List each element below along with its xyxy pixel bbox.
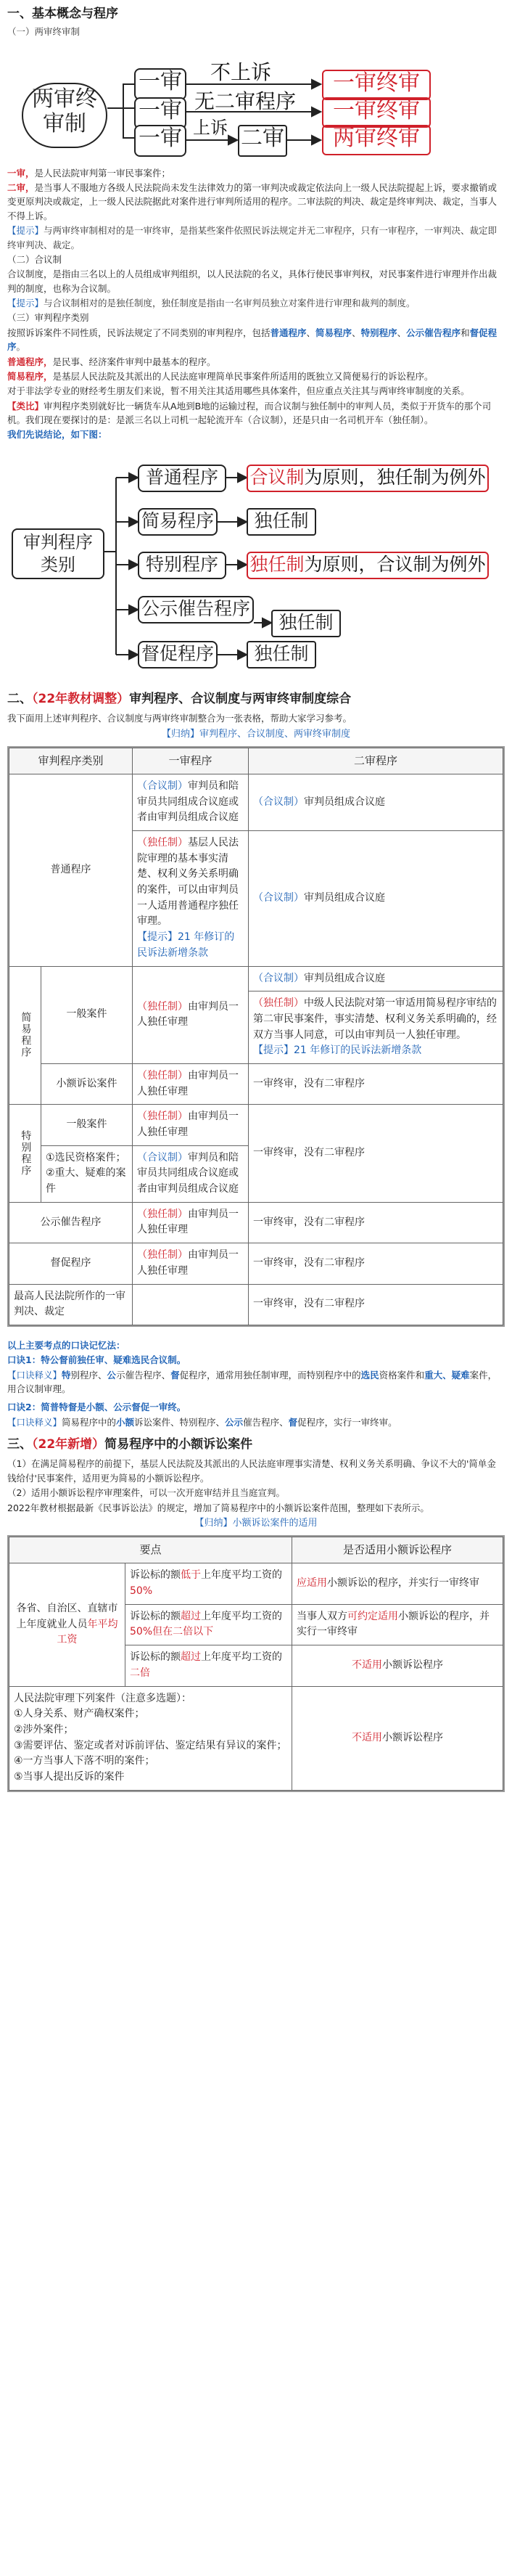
memo-k2-part: 诉讼案件、特别程序、 [134,1416,226,1428]
cond-red: 低于 [181,1569,201,1582]
list-item: ③需要评估、鉴定或者对诉前评估、鉴定结果有异议的案件； [14,1739,287,1751]
simple-general-first [133,966,249,1063]
cond-text: 诉讼标的额 [130,1569,181,1582]
p4-sep: 、 [397,327,407,338]
res-row-3 [292,1645,503,1686]
section3-title-text: 简易程序中的小额诉讼案件 [104,1437,253,1452]
list-item: ②涉外案件； [14,1723,74,1735]
memo-k2: 口诀2：简普特督是小额、公示督促一审终。 [7,1402,186,1413]
res-text: 小额诉讼程序 [382,1659,443,1671]
section3-title-tag: （22年新增） [32,1437,105,1452]
table-row [9,966,503,991]
gongshi-first [133,1202,249,1243]
special-exc-first [133,1145,249,1202]
simple-small-label: 小额诉讼案件 [41,1063,133,1104]
table-row [9,1686,503,1790]
res-red: 不适用 [352,1659,382,1671]
exc-res [292,1686,503,1790]
memo-title: 以上主要考点的口诀记忆法： [7,1339,125,1351]
section2-intro: 我下面用上述审判程序、合议制度与两审终审制整合为一张表格，帮助大家学习参考。 [7,713,352,724]
ordinary-second-collegiate-2 [249,831,503,967]
duchu-second: 一审终审，没有二审程序 [249,1243,503,1284]
cond-text: 诉讼标的额 [130,1610,181,1622]
cond-row-1 [125,1563,292,1604]
memo-k1-part: 示催告程序、 [116,1369,171,1381]
diagram2-rule-duchu: 独任制 [247,641,316,668]
tag-collegiate: （合议制） [253,891,304,904]
cell-text: 审判员和陪审员共同组成合议庭或者由审判员组成合议庭 [137,780,239,824]
diagram2-row-simple: 简易程序 [138,508,218,536]
table-row [9,1243,503,1284]
diagram2-rule-ordinary-rest: 为原则，独任制为例外 [304,466,486,488]
ordinary-first-sole [133,831,249,967]
cell-tip: 【提示】21 年修订的民诉法新增条款 [253,1044,422,1057]
diagram2-rule-special-rest: 为原则，合议制为例外 [304,553,486,575]
cell-text: 基层人民法院审理的基本事实清楚、权利义务关系明确的案件，可以由审判员一人适用普通程序独任审理。 [137,837,239,928]
memo-k2-part: 小额 [116,1416,135,1428]
diagram1-node-1: 一审 [134,68,186,100]
tag-collegiate: （合议制） [253,972,304,984]
diagram2-rule-simple: 独任制 [247,508,316,536]
res-text: 小额诉讼程序 [382,1731,443,1743]
section1-title: 一、基本概念与程序 [7,7,118,21]
p5-text: 是民事、经济案件审判中最基本的程序。 [52,356,216,367]
memo-k1-part: 别程序、 [70,1369,107,1381]
diagram1-label-1: 不上诉 [210,60,272,84]
tag-sole: （独任制） [253,997,304,1010]
p6-red: 简易程序， [7,370,53,382]
memo-k1-part: 促程序，通常用独任制审理，而特别程序中的 [179,1369,361,1381]
memo-k2-part: 简易程序中的 [62,1416,117,1428]
subsection-two-level-final: （一）两审终审制 [7,26,80,38]
memo-k1-part: 选民 [360,1369,379,1381]
memo-k1-part: 重大、疑难 [424,1369,470,1381]
cell-text: 审判员组成合议庭 [304,796,385,808]
row-duchu-label: 督促程序 [9,1243,133,1284]
diagram1-result-2: 一审终审 [322,97,431,128]
special-general-label: 一般案件 [41,1105,133,1145]
p3-text: 合议制度，是指由三名以上的人员组成审判组织，以人民法院的名义，具体行使民事审判权，对民事案件进行审理并作出裁判的制度，也称为合议制。 [7,269,497,294]
p8-text: 审判程序类别就好比一辆货车从A地到B地的运输过程，而合议制与独任制中的审判人员，类似于开货车的那个司机。我们现在要探讨的是：是派三名以上司机一起轮流开车（合议制），还是只由一名司机开车（独任制）。 [7,400,492,426]
memo-k1-part: 资格案件和 [379,1369,425,1381]
cond-red: 超过 [181,1610,201,1622]
cell-text: 由审判员一人独任审理 [137,1069,239,1097]
memo-k2-part: 公示 [225,1416,244,1428]
diagram2-connectors [7,443,505,791]
diagram1-node-3: 一审 [134,125,186,157]
row-ordinary-label: 普通程序 [9,774,133,966]
section2-title-tag: （22年教材调整） [32,691,130,706]
section3-p1: （1）在满足简易程序的前提下，基层人民法院及其派出的人民法庭审理事实清楚、权利义务关系明确、争议不大的'简单金钱给付'民事案件，适用更为简易的小额诉讼程序。 [7,1458,496,1484]
supreme-first [133,1284,249,1325]
tag-sole: （独任制） [137,837,188,849]
cell-text: 审判员和陪审员共同组成合议庭或者由审判员组成合议庭 [137,1151,239,1195]
table-row [9,1063,503,1104]
region-red: 年平均工资 [57,1618,118,1646]
p2-red: 二审， [7,182,35,194]
table1-frame [7,746,505,1327]
table-row [9,1202,503,1243]
diagram2-rule-ordinary [247,465,489,492]
res-row-2 [292,1604,503,1645]
duchu-first [133,1243,249,1284]
memo-k1-part: 特 [62,1369,71,1381]
res-text: 小额诉讼的程序，并实行一审终审 [327,1577,479,1590]
section2-title-num: 二、 [7,691,32,706]
simple-general-label: 一般案件 [41,966,133,1063]
p4-link-5: 督促程序 [7,327,497,353]
memo-k2-part: 催告程序、 [243,1416,289,1428]
subsection-collegiate: （二）合议制 [7,253,62,265]
small-claims-table [9,1537,503,1791]
table2-title: 【归纳】小额诉讼案件的适用 [194,1517,318,1529]
res-red: 可约定适用 [347,1610,398,1622]
list-item: ⑤当事人提出反诉的案件 [14,1770,125,1783]
table2-header [9,1537,503,1563]
cond-row-3 [125,1645,292,1686]
p4-link-4: 公示催告程序 [406,327,461,338]
memo-k1-part: 督 [170,1369,180,1381]
diagram2-rule-special [247,552,489,579]
region-cell [9,1563,125,1686]
diagram2-row-special: 特别程序 [138,552,226,579]
diagram2-root: 审判程序类别 [12,528,104,579]
table2-frame [7,1535,505,1792]
table2-header-point: 要点 [9,1537,292,1563]
cond-text: 上年度平均工资的 [201,1651,282,1664]
p4-sep: 、 [306,327,316,338]
section3-title [7,1435,505,1454]
p4-sep: 。 [16,341,26,353]
diagram2-row-gongshi: 公示催告程序 [138,596,254,623]
p4-text: 按照诉诉案件不同性质，民诉法规定了不同类别的审判程序，包括 [7,327,271,338]
row-gongshi-label: 公示催告程序 [9,1202,133,1243]
table1-header-first: 一审程序 [133,748,249,774]
diagram1-result-3: 两审终审 [322,125,431,155]
diagram1-label-3: 上诉 [193,117,228,138]
special-exc-label: ①选民资格案件；②重大、疑难的案件 [41,1145,133,1202]
p4-sep: 和 [461,327,470,338]
table1-title: 【归纳】审判程序、合议制度、两审终审制度 [161,728,350,740]
tip2-text: 与合议制相对的是独任制度，独任制度是指由一名审判员独立对案件进行审理和裁判的制度。 [44,298,416,309]
memo-k1-part: 公 [107,1369,117,1381]
special-second: 一审终审，没有二审程序 [249,1105,503,1202]
trial-program-table [9,748,503,1325]
p4-link-3: 特别程序 [360,327,397,338]
row-special-label: 特别程序 [9,1105,41,1202]
p1-text: 是人民法院审判第一审民事案件； [34,167,171,179]
list-item: ①人身关系、财产确权案件； [14,1708,145,1720]
two-level-final-diagram [7,39,505,235]
simple-small-second: 一审终审，没有二审程序 [249,1063,503,1104]
res-red: 不适用 [352,1731,382,1743]
diagram1-root: 两审终审制 [22,83,107,148]
row-simple-label: 简易程序 [9,966,41,1105]
tag-sole: （独任制） [137,1000,188,1013]
exc-title: 人民法院审理下列案件（注意多选题）： [14,1692,191,1704]
diagram2-row-duchu: 督促程序 [138,641,218,668]
p4-sep: 、 [352,327,361,338]
section2-title-text: 审判程序、合议制度与两审终审制度综合 [129,691,352,706]
p5-red: 普通程序， [7,356,53,367]
tag-collegiate: （合议制） [137,780,188,792]
cell-text: 由审判员一人独任审理 [137,1249,239,1277]
p4-link-2: 简易程序 [315,327,352,338]
tag-collegiate: （合议制） [253,796,304,808]
p6-text: 是基层人民法院及其派出的人民法庭审理简单民事案件所适用的既独立又简便易行的诉讼程序。 [52,370,434,382]
memo-k1-part: 案件，用合议制审理。 [7,1369,497,1395]
section3-title-num: 三、 [7,1437,32,1452]
res-red: 应适用 [297,1577,327,1590]
tag-sole: （独任制） [137,1208,188,1220]
diagram1-result-1: 一审终审 [322,70,431,100]
memo-k1-label: 【口诀释义】 [7,1369,62,1381]
section3-p3: 2022年教材根据最新《民事诉讼法》的规定，增加了简易程序中的小额诉讼案件范围，整理如下表所示。 [7,1502,429,1513]
simple-second-sole [249,991,503,1064]
table1-header-second: 二审程序 [249,748,503,774]
res-row-1 [292,1563,503,1604]
p9-text: 我们先说结论，如下图： [7,429,107,441]
supreme-second: 一审终审，没有二审程序 [249,1284,503,1325]
tag-sole: （独任制） [137,1249,188,1262]
cond-red: 超过 [181,1651,201,1664]
memo-k2-part: 促程序，实行一审终审。 [297,1416,397,1428]
tag-sole: （独任制） [137,1069,188,1081]
cell-tip: 【提示】21 年修订的民诉法新增条款 [137,931,235,959]
memo-k2-label: 【口诀释义】 [7,1416,62,1428]
diagram1-label-2: 无二审程序 [194,89,297,113]
section3-p2: （2）适用小额诉讼程序审理案件，可以一次开庭审结并且当庭宣判。 [7,1487,285,1499]
table2-header-apply: 是否适用小额诉讼程序 [292,1537,503,1563]
cond-text: 诉讼标的额 [130,1651,181,1664]
exc-cell [9,1686,292,1790]
cell-text: 由审判员一人独任审理 [137,1111,239,1139]
memo-k1: 口诀1：特公督前独任审、疑难选民合议制。 [7,1354,186,1366]
cond-row-2 [125,1604,292,1645]
cell-text: 审判员组成合议庭 [304,972,385,984]
trial-types-diagram [7,443,505,791]
simple-second-collegiate [249,966,503,991]
tag-sole: （独任制） [137,1111,188,1123]
diagram1-node-2: 一审 [134,97,186,129]
cell-text: 中级人民法院对第一审适用简易程序审结的第二审民事案件，事实清楚、权利义务关系明确的，经双方当事人同意，可以由审判员一人独任审理。 [253,997,497,1041]
p2-text: 是当事人不服地方各级人民法院尚未发生法律效力的第一审判决或裁定依法向上一级人民法院提起上诉，要求撤销或变更原判决或裁定，上一级人民法院据此对案件进行审判所适用的程序。二审法院的判决、裁定是终审判决、裁定，当事人不得上诉。 [7,182,497,221]
p1-red: 一审， [7,167,35,179]
p4-link-1: 普通程序 [270,327,307,338]
p7-text: 对于非法学专业的财经考生朋友们来说，暂不用关注其适用哪些具体案件，但应重点关注其与两审终审制度的关系。 [7,385,470,397]
cell-text: 审判员组成合议庭 [304,891,385,904]
cond-red: 二倍 [130,1667,150,1679]
row-supreme-label: 最高人民法院所作的一审判决、裁定 [9,1284,133,1325]
table-row [9,1284,503,1325]
cond-text: 上年度平均工资的 [201,1610,282,1622]
diagram2-rule-ordinary-main: 合议制 [249,466,305,488]
cond-text: 上年度平均工资的 [201,1569,282,1582]
diagram2-row-ordinary: 普通程序 [138,465,226,492]
table-row [9,1105,503,1145]
tip1-label: 【提示】 [7,225,44,237]
diagram2-rule-special-main: 独任制 [249,553,305,575]
p8-label: 【类比】 [7,400,44,412]
table-row [9,1563,503,1604]
tip2-label: 【提示】 [7,298,44,309]
tip1-text: 与两审终审制相对的是一审终审，是指某些案件依照民诉法规定并无二审程序，只有一审程序，一审判决、裁定即终审判决、裁定。 [7,225,497,250]
list-item: ④一方当事人下落不明的案件； [14,1755,155,1767]
cell-text: 由审判员一人独任审理 [137,1000,239,1029]
subsection-trial-types: （三）审判程序类别 [7,312,89,324]
special-general-first [133,1105,249,1145]
cond-red: 50% [130,1585,153,1598]
cond-red: 50%但在二倍以下 [130,1626,214,1638]
memo-k2-part: 督 [288,1416,298,1428]
diagram2-rule-gongshi: 独任制 [271,610,341,637]
res-text: 小额诉讼的程序，并实行一审终审 [297,1610,490,1638]
cell-text: 由审判员一人独任审理 [137,1208,239,1236]
region-text: 各省、自治区、直辖市上年度就业人员 [16,1602,118,1630]
diagram1-mid-3: 二审 [238,125,287,157]
simple-small-first [133,1063,249,1104]
gongshi-second: 一审终审，没有二审程序 [249,1202,503,1243]
table1-header-type: 审判程序类别 [9,748,133,774]
res-text: 当事人双方 [297,1610,347,1622]
tag-collegiate: （合议制） [137,1151,188,1164]
